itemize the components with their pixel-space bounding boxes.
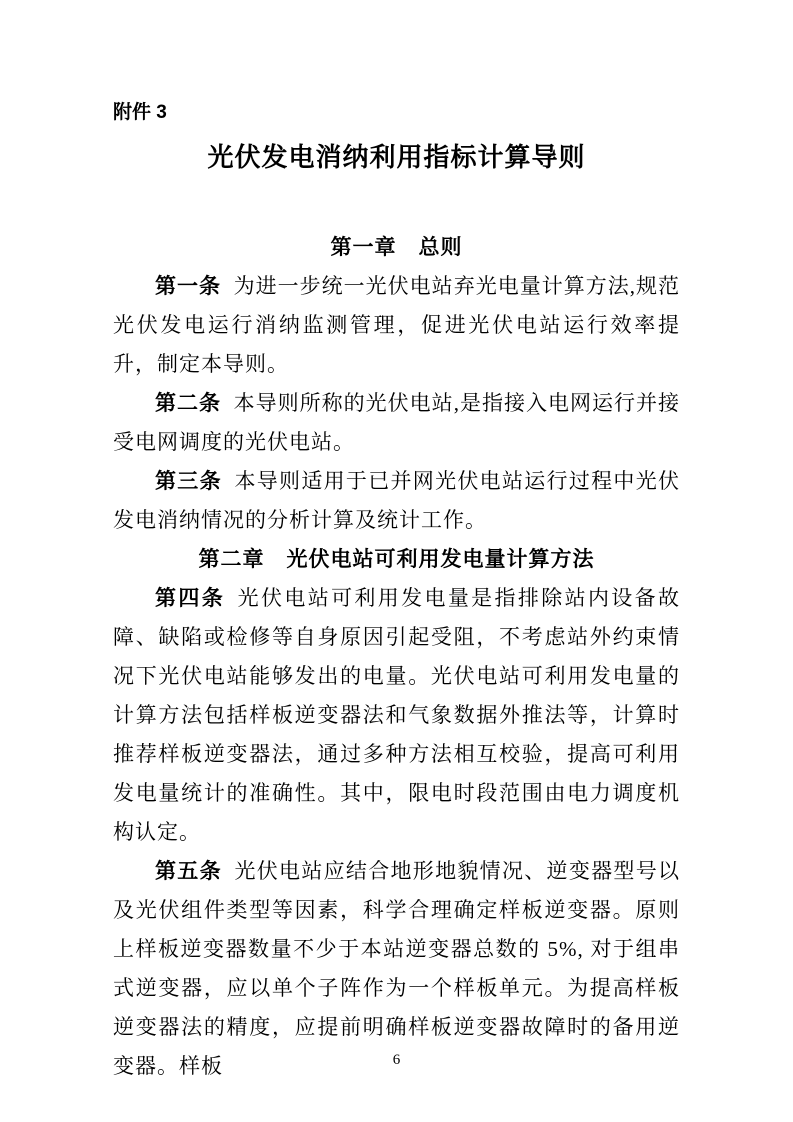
article-1-label: 第一条 <box>155 275 222 298</box>
article-2-label: 第二条 <box>155 392 222 415</box>
page-number: 6 <box>392 1052 401 1068</box>
article-5-text: 光伏电站应结合地形地貌情况、逆变器型号以及光伏组件类型等因素，科学合理确定样板逆变器。原则上样板逆变器数量不少于本站逆变器总数的 5%, 对于组串式逆变器，应以单个子阵作为一个样板单元。为提高样板逆变器法的精度，应提前明确样板逆变器故障时的备用逆变器。样板 <box>113 859 680 1078</box>
attachment-label: 附件 3 <box>113 102 167 123</box>
chapter-2-heading: 第二章 光伏电站可利用发电量计算方法 <box>198 548 595 571</box>
article-3-text: 本导则适用于已并网光伏电站运行过程中光伏发电消纳情况的分析计算及统计工作。 <box>113 469 680 532</box>
article-2-text: 本导则所称的光伏电站,是指接入电网运行并接受电网调度的光伏电站。 <box>113 391 681 454</box>
article-1-text: 为进一步统一光伏电站弃光电量计算方法,规范光伏发电运行消纳监测管理，促进光伏电站运行效率提升，制定本导则。 <box>113 274 681 376</box>
document-title: 光伏发电消纳利用指标计算导则 <box>207 142 586 172</box>
article-2 <box>113 384 680 462</box>
chapter-1-heading: 第一章 总则 <box>330 236 463 259</box>
article-3-label: 第三条 <box>155 470 222 493</box>
article-3 <box>113 462 680 540</box>
article-4-text: 光伏电站可利用发电量是指排除站内设备故障、缺陷或检修等自身原因引起受阻，不考虑站外约束情况下光伏电站能够发出的电量。光伏电站可利用发电量的计算方法包括样板逆变器法和气象数据外推法等，计算时推荐样板逆变器法，通过多种方法相互校验，提高可利用发电量统计的准确性。其中，限电时段范围由电力调度机构认定。 <box>113 586 681 844</box>
article-1 <box>113 267 680 384</box>
article-5-label: 第五条 <box>155 860 222 883</box>
article-4 <box>113 579 680 852</box>
article-4-label: 第四条 <box>155 587 226 610</box>
